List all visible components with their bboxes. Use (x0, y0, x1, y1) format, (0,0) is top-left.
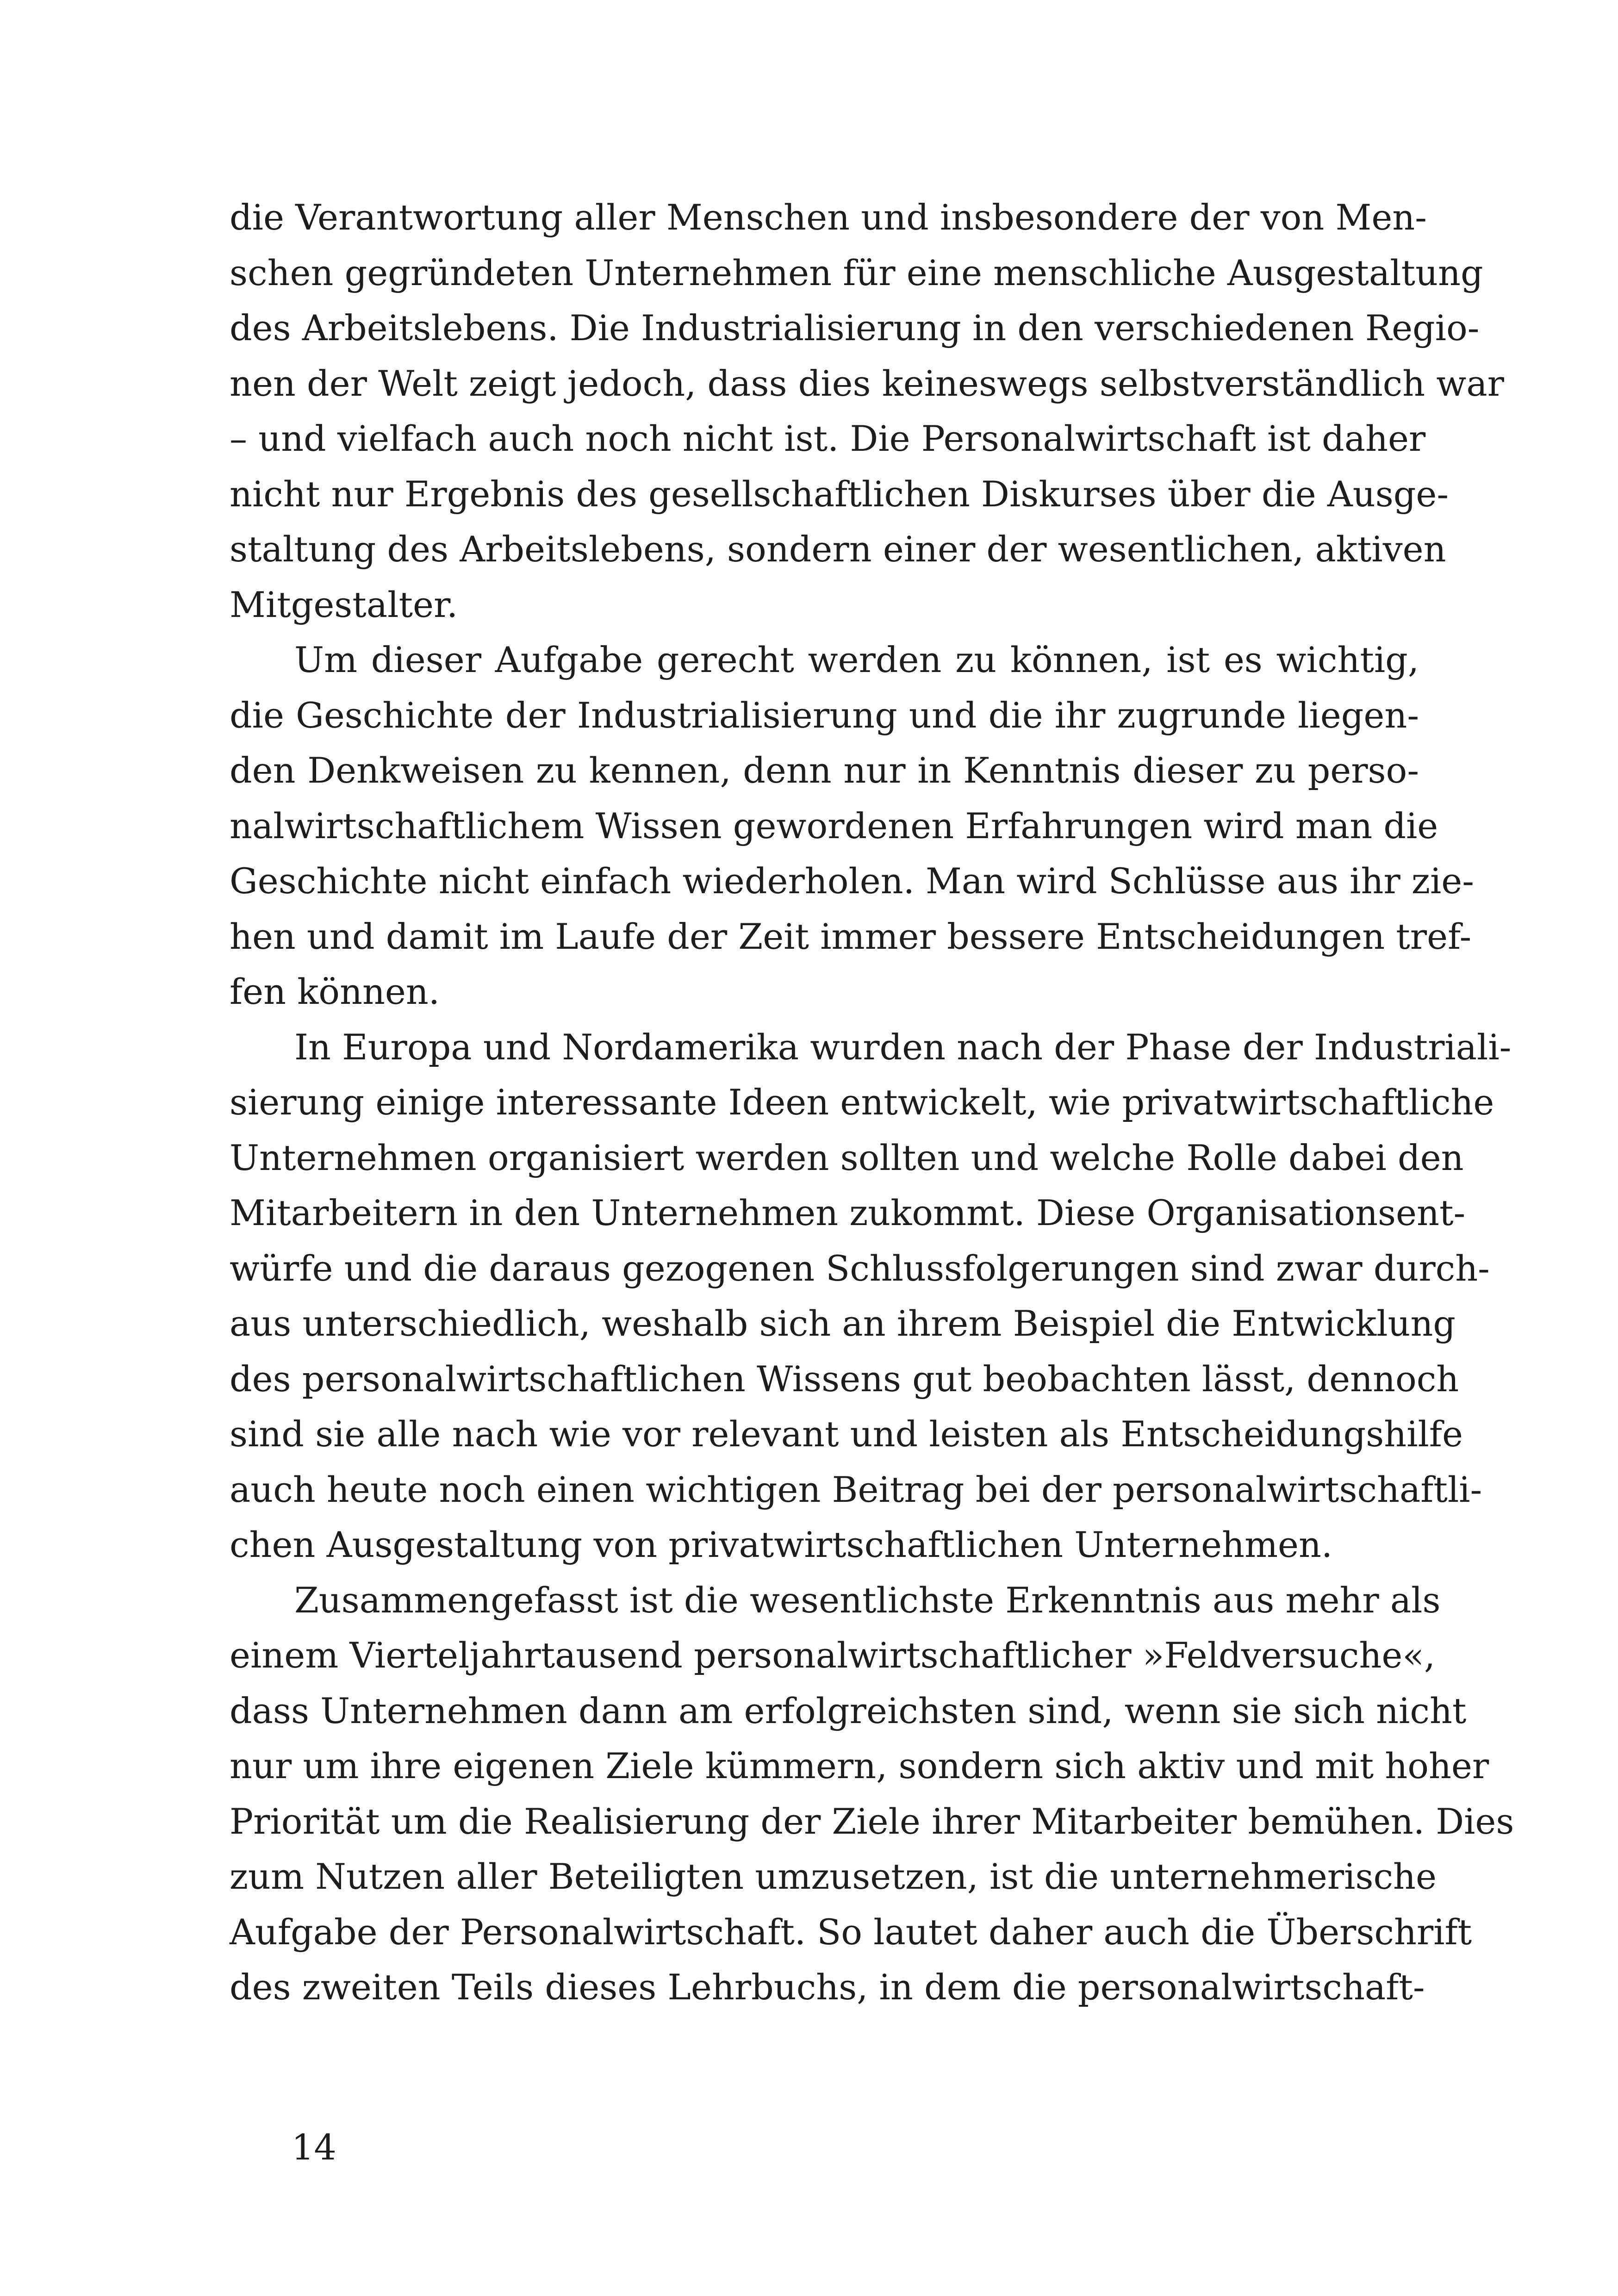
text-line: die Verantwortung aller Menschen und insbesondere der von Men- (230, 197, 1427, 238)
text-line: hen und damit im Laufe der Zeit immer bessere Entscheidungen tref- (230, 915, 1472, 957)
page-number: 14 (292, 2127, 336, 2168)
text-line: sierung einige interessante Ideen entwickelt, wie privatwirtschaftliche (230, 1082, 1494, 1123)
text-line: schen gegründeten Unternehmen für eine menschliche Ausgestaltung (230, 252, 1483, 293)
text-line: Geschichte nicht einfach wiederholen. Man wird Schlüsse aus ihr zie- (230, 860, 1474, 902)
text-line: Mitgestalter. (230, 584, 458, 625)
text-line: chen Ausgestaltung von privatwirtschaftlichen Unternehmen. (230, 1524, 1333, 1565)
paragraph (230, 1020, 1512, 1573)
text-line: nicht nur Ergebnis des gesellschaftlichen Diskurses über die Ausge- (230, 473, 1449, 515)
text-line: Um dieser Aufgabe gerecht werden zu können, ist es wichtig, (294, 639, 1419, 680)
text-line: – und vielfach auch noch nicht ist. Die Personalwirtschaft ist daher (230, 418, 1426, 459)
text-line: des personalwirtschaftlichen Wissens gut beobachten lässt, dennoch (230, 1358, 1459, 1400)
text-line: nalwirtschaftlichem Wissen gewordenen Erfahrungen wird man die (230, 805, 1438, 846)
text-line: Mitarbeitern in den Unternehmen zukommt. Diese Organisationsent- (230, 1192, 1466, 1233)
text-line: Priorität um die Realisierung der Ziele ihrer Mitarbeiter bemühen. Dies (230, 1800, 1514, 1842)
text-line: sind sie alle nach wie vor relevant und leisten als Entscheidungshilfe (230, 1413, 1463, 1455)
paragraph (230, 190, 1504, 632)
text-line: In Europa und Nordamerika wurden nach der Phase der Industriali- (294, 1026, 1512, 1068)
text-line: dass Unternehmen dann am erfolgreichsten sind, wenn sie sich nicht (230, 1690, 1467, 1731)
text-line: Aufgabe der Personalwirtschaft. So lautet daher auch die Überschrift (230, 1911, 1472, 1953)
text-line: die Geschichte der Industrialisierung und die ihr zugrunde liegen- (230, 694, 1419, 736)
text-line: des zweiten Teils dieses Lehrbuchs, in dem die personalwirtschaft- (230, 1966, 1425, 2008)
text-line: auch heute noch einen wichtigen Beitrag bei der personalwirtschaftli- (230, 1468, 1482, 1510)
text-line: aus unterschiedlich, weshalb sich an ihrem Beispiel die Entwicklung (230, 1303, 1456, 1344)
text-line: Unternehmen organisiert werden sollten und welche Rolle dabei den (230, 1137, 1464, 1178)
text-line: Zusammengefasst ist die wesentlichste Erkenntnis aus mehr als (294, 1579, 1441, 1621)
text-line: würfe und die daraus gezogenen Schlussfolgerungen sind zwar durch- (230, 1247, 1490, 1289)
text-line: des Arbeitslebens. Die Industrialisierung in den verschiedenen Regio- (230, 307, 1480, 348)
text-line: staltung des Arbeitslebens, sondern einer der wesentlichen, aktiven (230, 529, 1446, 570)
paragraph (230, 632, 1474, 1020)
text-line: den Denkweisen zu kennen, denn nur in Kenntnis dieser zu perso- (230, 750, 1419, 791)
text-line: fen können. (230, 971, 440, 1012)
body-text (230, 190, 1514, 2015)
paragraph (230, 1573, 1514, 2015)
text-line: nur um ihre eigenen Ziele kümmern, sondern sich aktiv und mit hoher (230, 1745, 1489, 1786)
text-line: zum Nutzen aller Beteiligten umzusetzen, ist die unternehmerische (230, 1856, 1437, 1897)
text-line: nen der Welt zeigt jedoch, dass dies keineswegs selbstverständlich war (230, 362, 1504, 404)
text-line: einem Vierteljahrtausend personalwirtschaftlicher »Feldversuche«, (230, 1635, 1436, 1676)
